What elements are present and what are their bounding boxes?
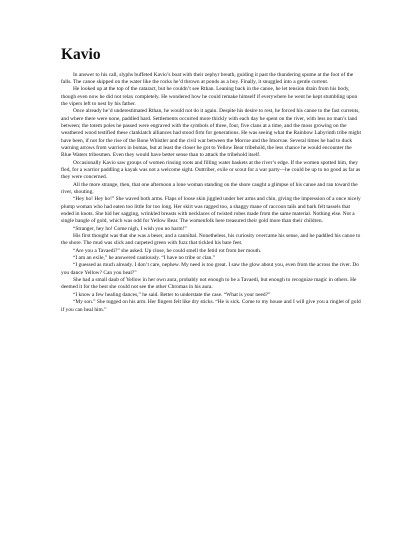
paragraph: “Are you a Tavaedi?” she asked. Up close, he could smell the fetid rot from her mouth. xyxy=(73,247,262,254)
paragraph: “My son.” She tugged on his arm. Her fingers felt like dry sticks. “He is sick. Come to my house and I will give you a ringlet of gold if you can heal him.” xyxy=(61,299,361,313)
paragraph: “Hey ho! Hey ho!” She waved both arms. Flaps of loose skin jiggled under her arms and chin, giving the impression of a once nicely plump woman who had eaten too little for too long. Her skirt was ragged too, a shaggy mane of raccoon tails and bark felt tassels that ended in knots. She hid her sagging, wrinkled breasts with necklaces of twisted robes made from the same material. Nothing else. Not a single bangle of gold, which was odd for Yellow Bear. The womenfolk here treasured their gold more than their children. xyxy=(61,196,361,225)
paragraph: “Stranger, hey ho! Come nigh, I wish you no harm!” xyxy=(73,225,187,232)
paragraph: “I know a few healing dances,” he said. Better to understate the case. “What is your need?” xyxy=(73,291,271,298)
paragraph: His first thought was that she was a beser, and a cannibal. Nonetheless, his curiosity overcame his sense, and he paddled his canoe to the shore. The mud was slick and carpeted green with fuzz that tickled his bare feet. xyxy=(61,233,361,247)
paragraph: “I am an exile,” he answered cautiously. “I have no tribe or clan.” xyxy=(73,255,216,262)
paragraph: He looked up at the top of the cataract, but he couldn’t see Rthan. Leaning back in the canoe, he let tension drain from his body, though even now he did not relax completely. He wondered how he could remake himself if everywhere he went he kept stumbling upon the vipers left to nest by his father. xyxy=(61,86,358,107)
paragraph: All the more strange, then, that one afternoon a lone woman standing on the shore caught a glimpse of his canoe and ran toward the river, shouting. xyxy=(61,181,358,195)
paragraph: “I guessed as much already. I don’t care, nephew. My need is too great. I saw the glow about you, even from the across the river. Do you dance Yellow? Can you heal?” xyxy=(61,262,359,276)
body-text xyxy=(61,72,361,314)
paragraph: Occasionally Kavio saw groups of women rinsing roots and filling water baskets at the river’s edge. If the women spotted him, they fled, for a warrior paddling a kayak was not a welcome sight. Outtriber, exile or scout for a war party—he could be up to no good as far as they were concerned. xyxy=(61,159,361,181)
paragraph: In answer to his call, slyphs buffeted Kavio’s boat with their zephyr breath, guiding it past the thundering spume at the foot of the falls. The canoe skipped on the water like the rocks he’d thrown at ponds as a boy. Finally, it snuggled into a gentle current. xyxy=(61,71,354,85)
paragraph: Once already he’d underestimated Rthan, he would not do it again. Despite his desire to rest, he forced his canoe to the fast currents, and where there were none, paddled hard. Settlements occurred more thickly with each day he spent on the river, with less no man’s land between; the totem poles he passed were engraved with the symbols of three, four, five clans at a time, and the moss growing on the weathered wood testified these clanklatch alliances had stood firm for generations. He was seeing what the Rainbow Labyrinth tribe might have been, if not for the rise of the Bone Whistler and the civil war between the Morcse and the Imorvae. Several times he had to duck warning arrows from warriors in bomas, but at least the closer he got to Yellow Bear tribehold, the less chance he would encounter the Blue Waters tribesmen. Even they would have better sense than to attack the tribehold itself. xyxy=(61,108,361,159)
chapter-title: Kavio xyxy=(61,46,101,63)
paragraph: She had a small daub of Yellow in her own aura, probably not enough to be a Tavaedi, but enough to recognize magic in others. He deemed it for the best she could not see the other Chromas in his aura. xyxy=(61,277,357,291)
